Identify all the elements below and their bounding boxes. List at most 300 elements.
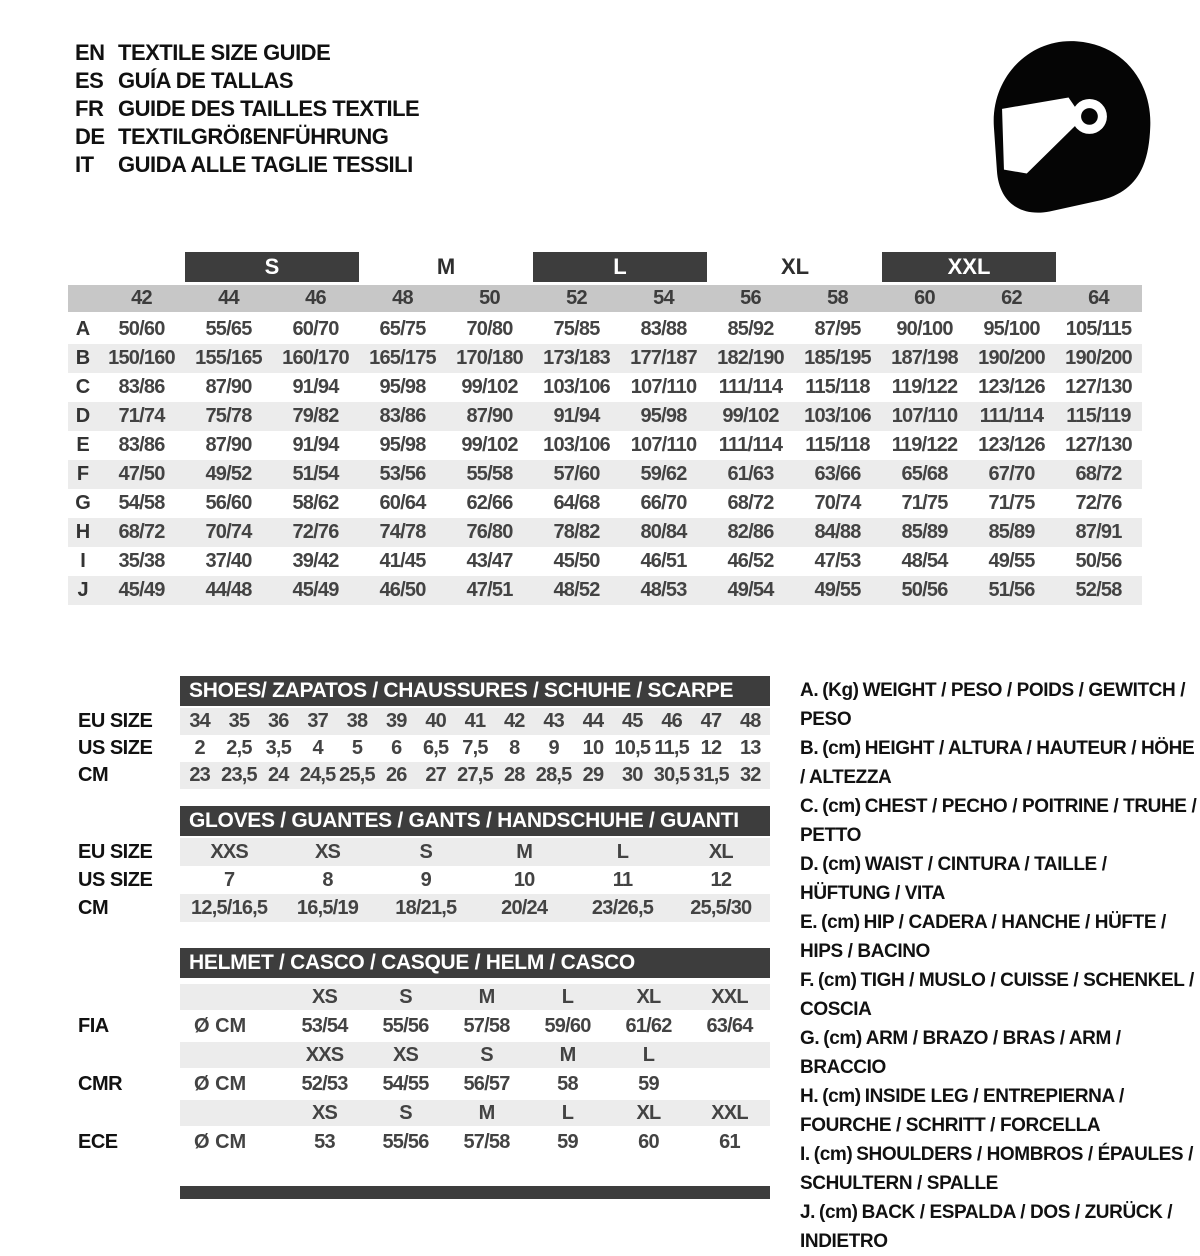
gloves-us-label: US SIZE [78,869,153,891]
diameter-label: Ø CM [194,1015,247,1037]
size-value: 95/98 [379,434,426,456]
helmet-size: L [642,1044,655,1066]
helmet-cmr-sizes-row [180,1042,770,1068]
shoe-cm-size: 24,5 [299,764,336,786]
helmet-value: 61/62 [625,1015,672,1037]
numeric-size: 48 [392,287,413,309]
size-value: 70/74 [205,521,252,543]
page-title-it: GUIDA ALLE TAGLIE TESSILI [118,152,413,177]
helmet-size: XXL [711,986,748,1008]
size-value: 79/82 [292,405,339,427]
glove-us-size: 10 [513,869,535,891]
shoe-eu-size: 40 [425,710,446,732]
shoes-section-header: SHOES/ ZAPATOS / CHAUSSURES / SCHUHE / SCARPE [180,676,770,706]
numeric-size: 62 [1001,287,1022,309]
size-value: 87/91 [1075,521,1122,543]
legend-text: TIGH / MUSLO / CUISSE / SCHENKEL / COSCIA [800,970,1194,1020]
size-value: 71/75 [988,492,1035,514]
shoe-eu-size: 39 [385,710,407,732]
size-value: 49/54 [727,579,774,601]
gloves-section-header: GLOVES / GUANTES / GANTS / HANDSCHUHE / GUANTI [180,806,770,836]
size-value: 95/98 [379,376,426,398]
diameter-label: Ø CM [194,1073,247,1095]
shoe-eu-size: 45 [621,710,643,732]
helmet-size: XS [311,986,338,1008]
helmet-size: XS [311,1102,338,1124]
legend-unit: (cm) [821,912,860,933]
shoe-us-size: 9 [548,737,559,759]
size-value: 115/118 [805,434,870,456]
shoe-cm-size: 25,5 [339,764,375,786]
shoe-cm-size: 32 [739,764,761,786]
shoe-us-size: 2,5 [226,737,252,759]
helmet-value: 61 [719,1131,740,1153]
shoe-us-size: 13 [739,737,761,759]
helmet-size: M [559,1044,576,1066]
size-value: 62/66 [466,492,513,514]
lang-code: IT [75,152,94,177]
size-value: 50/60 [118,318,165,340]
helmet-size: XL [636,986,661,1008]
legend-text: HIP / CADERA / HANCHE / HÜFTE / HIPS / BACINO [800,912,1166,962]
numeric-size: 46 [305,287,326,309]
lang-row-es [75,67,419,95]
racing-helmet-icon [972,30,1167,220]
size-value: 83/86 [379,405,426,427]
size-value: 185/195 [804,347,871,369]
shoe-eu-size: 41 [464,710,486,732]
size-value: 76/80 [466,521,513,543]
size-value: 170/180 [456,347,523,369]
size-value: 95/100 [983,318,1040,340]
helmet-size: S [480,1044,493,1066]
size-value: 91/94 [553,405,600,427]
size-value: 111/114 [718,434,783,456]
table-row-c [68,373,1142,402]
size-value: 85/89 [988,521,1035,543]
size-value: 65/75 [379,318,426,340]
helmet-size: M [478,986,495,1008]
legend-item [800,908,1200,966]
row-letter: F [76,463,90,485]
helmet-value: 63/64 [706,1015,753,1037]
shoe-cm-size: 28 [503,764,525,786]
size-value: 64/68 [553,492,600,514]
shoe-us-size: 3,5 [265,737,292,759]
size-value: 99/102 [722,405,779,427]
shoe-us-size: 6,5 [422,737,449,759]
table-row-f [68,460,1142,489]
numeric-size: 44 [218,287,239,309]
numeric-size: 50 [479,287,500,309]
glove-cm-size: 20/24 [501,897,548,919]
size-value: 177/187 [630,347,697,369]
shoe-eu-size: 48 [739,710,761,732]
size-value: 72/76 [1075,492,1122,514]
shoe-eu-size: 43 [543,710,564,732]
legend-key: C. [800,796,819,817]
diameter-label: Ø CM [194,1131,247,1153]
size-band-xl: XL [780,254,810,279]
glove-eu-size: XXS [210,841,248,863]
size-value: 61/63 [727,463,774,485]
glove-cm-size: 23/26,5 [591,897,654,919]
numeric-size: 42 [131,287,152,309]
glove-us-size: 7 [224,869,235,891]
legend-key: I. [800,1144,810,1165]
size-value: 49/52 [205,463,252,485]
size-value: 45/50 [553,550,600,572]
lang-row-it [75,151,419,179]
spacer-cell [180,984,284,1010]
size-value: 173/183 [543,347,610,369]
size-value: 58/62 [292,492,339,514]
helmet-size: XL [636,1102,661,1124]
glove-cm-size: 16,5/19 [296,897,359,919]
glove-eu-size: XL [708,841,733,863]
size-value: 75/78 [205,405,252,427]
ece-label: ECE [78,1131,118,1153]
size-band-m: M [436,254,456,279]
size-value: 83/86 [118,376,165,398]
textile-size-table [68,252,1142,605]
size-value: 59/62 [640,463,687,485]
size-value: 50/56 [901,579,948,601]
shoe-us-size: 10 [582,737,604,759]
helmet-size: XXL [711,1102,748,1124]
size-value: 54/58 [118,492,165,514]
glove-eu-size: M [516,841,533,863]
size-value: 127/130 [1065,376,1132,398]
legend-item [800,1082,1200,1140]
glove-us-size: 12 [710,869,732,891]
shoe-us-size: 6 [391,737,402,759]
size-value: 57/60 [553,463,600,485]
ece-value-cells [284,1126,770,1158]
helmet-value: 53 [314,1131,335,1153]
size-value: 105/115 [1065,318,1132,340]
legend-unit: (cm) [822,738,861,759]
shoe-cm-size: 23 [189,764,210,786]
shoes-eu-label: EU SIZE [78,710,153,732]
size-value: 47/53 [814,550,861,572]
legend-key: J. [800,1202,816,1223]
helmet-size: S [399,986,412,1008]
helmet-value: 54/55 [382,1073,429,1095]
size-value: 66/70 [640,492,687,514]
size-value: 74/78 [379,521,426,543]
size-band-xxl: XXL [882,252,1056,282]
shoes-cm-label: CM [78,764,109,786]
helmet-fia-sizes-row [180,984,770,1010]
lang-code: FR [75,96,104,121]
spacer-cell [180,1042,284,1068]
size-value: 71/75 [901,492,948,514]
legend-item [800,850,1200,908]
legend-unit: (cm) [823,1028,862,1049]
shoes-section [180,676,770,789]
size-value: 187/198 [891,347,958,369]
helmet-size: L [561,1102,574,1124]
size-value: 60/64 [379,492,426,514]
helmet-value: 52/53 [301,1073,348,1095]
legend-key: A. [800,680,819,701]
size-value: 45/49 [118,579,165,601]
size-value: 82/86 [727,521,774,543]
row-letter: E [76,434,90,456]
shoe-us-size: 11,5 [654,737,689,759]
size-value: 119/122 [891,376,958,398]
size-value: 107/110 [891,405,958,427]
shoe-us-size: 10,5 [614,737,651,759]
page-title: TEXTILE SIZE GUIDE [118,40,331,65]
size-value: 85/92 [727,318,774,340]
numeric-size: 64 [1088,287,1109,309]
legend-key: F. [800,970,814,991]
shoe-cm-size: 29 [582,764,604,786]
size-band-s: S [185,252,359,282]
glove-eu-size: L [616,841,629,863]
helmet-size: XS [392,1044,419,1066]
glove-cm-size: 18/21,5 [395,897,457,919]
shoe-cm-size: 30 [621,764,643,786]
row-letter: H [75,521,91,543]
helmet-value: 59 [557,1131,578,1153]
shoe-eu-size: 47 [700,710,722,732]
legend-item [800,1140,1200,1198]
helmet-value: 59/60 [544,1015,591,1037]
size-value: 190/200 [1065,347,1132,369]
legend-text: BACK / ESPALDA / DOS / ZURÜCK / INDIETRO [800,1202,1173,1252]
table-row-h [68,518,1142,547]
table-row-j [68,576,1142,605]
row-letter: G [75,492,91,514]
row-letter: I [80,550,86,572]
size-value: 119/122 [891,434,958,456]
helmet-ece-values-row [180,1126,770,1158]
size-value: 87/90 [205,376,252,398]
helmet-value: 56/57 [463,1073,510,1095]
row-letter: J [77,579,89,601]
row-values [98,373,1142,402]
helmet-value: 60 [638,1131,659,1153]
gloves-eu-row [180,838,770,866]
legend-item [800,1198,1200,1256]
legend-key: G. [800,1028,820,1049]
row-values [98,315,1142,344]
shoe-eu-size: 42 [503,710,525,732]
size-value: 99/102 [461,434,518,456]
legend-text: HEIGHT / ALTURA / HAUTEUR / HÖHE / ALTEZZA [800,738,1195,788]
shoe-us-size: 7,5 [462,737,488,759]
size-value: 165/175 [369,347,436,369]
gloves-cm-row [180,894,770,922]
size-value: 41/45 [379,550,426,572]
size-value: 67/70 [988,463,1035,485]
gloves-eu-label: EU SIZE [78,841,153,863]
helmet-value: 57/58 [463,1015,510,1037]
page-title-es: GUÍA DE TALLAS [118,68,294,93]
shoe-eu-size: 37 [307,710,328,732]
shoes-us-row [180,735,770,762]
row-values [98,576,1142,605]
row-values [98,518,1142,547]
size-value: 63/66 [814,463,861,485]
size-value: 48/53 [640,579,687,601]
shoe-cm-size: 27 [425,764,446,786]
helmet-value: 55/56 [382,1015,429,1037]
language-title-block [75,39,419,179]
legend-unit: (cm) [822,1086,861,1107]
size-value: 99/102 [461,376,518,398]
lang-code: DE [75,124,105,149]
legend-item [800,966,1200,1024]
table-row-e [68,431,1142,460]
lang-row-de [75,123,419,151]
legend-item [800,734,1200,792]
numeric-size: 56 [740,287,761,309]
size-value: 91/94 [292,376,339,398]
glove-us-size: 9 [420,869,431,891]
legend-key: D. [800,854,819,875]
size-value: 65/68 [901,463,948,485]
legend-text: ARM / BRAZO / BRAS / ARM / BRACCIO [800,1028,1121,1078]
size-band-l: L [533,252,707,282]
shoe-eu-size: 46 [661,710,682,732]
legend-unit: (cm) [819,1202,858,1223]
table-row-d [68,402,1142,431]
shoe-cm-size: 26 [385,764,407,786]
size-value: 44/48 [205,579,252,601]
helmet-section-header: HELMET / CASCO / CASQUE / HELM / CASCO [180,948,770,978]
row-letter-empty [68,285,98,312]
helmet-ece-sizes-row [180,1100,770,1126]
shoe-eu-size: 35 [228,710,250,732]
legend-key: H. [800,1086,819,1107]
size-value: 103/106 [543,434,610,456]
cmr-value-cells [284,1068,770,1100]
size-value: 111/114 [718,376,783,398]
size-value: 55/58 [466,463,513,485]
fia-size-cells [284,984,770,1010]
legend-unit: (Kg) [822,680,859,701]
size-value: 72/76 [292,521,339,543]
lang-code: EN [75,40,105,65]
size-value: 48/52 [553,579,600,601]
size-value: 80/84 [640,521,687,543]
size-value: 83/86 [118,434,165,456]
spacer-cell [180,1100,284,1126]
legend-unit: (cm) [822,854,861,875]
size-value: 160/170 [282,347,349,369]
numeric-size-cells [98,285,1142,312]
shoe-eu-size: 34 [189,710,210,732]
fia-value-cells [284,1010,770,1042]
size-value: 83/88 [640,318,687,340]
cmr-label: CMR [78,1073,123,1095]
gloves-us-row [180,866,770,894]
size-value: 150/160 [108,347,175,369]
legend-item [800,676,1200,734]
size-value: 87/90 [466,405,513,427]
numeric-size: 58 [827,287,848,309]
ece-size-cells [284,1100,770,1126]
size-value: 47/51 [466,579,513,601]
page-title-de: TEXTILGRÖßENFÜHRUNG [118,124,389,149]
row-values [98,460,1142,489]
size-value: 37/40 [205,550,252,572]
shoe-us-size: 8 [509,737,520,759]
size-value: 103/106 [543,376,610,398]
size-value: 70/74 [814,492,861,514]
glove-us-size: 11 [612,869,633,891]
shoe-cm-size: 23,5 [221,764,257,786]
size-value: 87/90 [205,434,252,456]
row-values [98,489,1142,518]
lang-code: ES [75,68,104,93]
helmet-size: M [478,1102,495,1124]
legend-text: WEIGHT / PESO / POIDS / GEWITCH / PESO [800,680,1186,730]
size-value: 70/80 [466,318,513,340]
glove-cm-size: 12,5/16,5 [191,897,268,919]
gloves-cm-label: CM [78,897,109,919]
glove-cm-size: 25,5/30 [690,897,752,919]
size-value: 56/60 [205,492,252,514]
helmet-value: 57/58 [463,1131,510,1153]
page-title-fr: GUIDE DES TAILLES TEXTILE [118,96,420,121]
size-value: 55/65 [205,318,252,340]
cmr-size-cells [284,1042,770,1068]
row-values [98,344,1142,373]
size-value: 115/119 [1066,405,1131,427]
size-value: 48/54 [901,550,948,572]
size-value: 46/52 [727,550,774,572]
size-value: 115/118 [805,376,870,398]
size-value: 75/85 [553,318,600,340]
size-value: 45/49 [292,579,339,601]
table-row-i [68,547,1142,576]
helmet-fia-values-row [180,1010,770,1042]
legend-text: WAIST / CINTURA / TAILLE / HÜFTUNG / VITA [800,854,1107,904]
legend-item [800,792,1200,850]
lang-row-en [75,39,419,67]
size-value: 51/54 [292,463,339,485]
shoe-us-size: 2 [194,737,205,759]
row-letter: B [75,347,91,369]
legend-text: CHEST / PECHO / POITRINE / TRUHE / PETTO [800,796,1197,846]
helmet-value: 59 [638,1073,659,1095]
size-value: 71/74 [118,405,165,427]
size-value: 155/165 [195,347,262,369]
row-letter: A [75,318,91,340]
shoe-cm-size: 28,5 [535,764,572,786]
shoe-eu-size: 36 [267,710,289,732]
size-value: 68/72 [727,492,774,514]
table-row-b [68,344,1142,373]
size-value: 90/100 [896,318,953,340]
shoes-us-label: US SIZE [78,737,153,759]
size-value: 190/200 [978,347,1045,369]
helmet-value: 55/56 [382,1131,429,1153]
size-value: 87/95 [814,318,861,340]
size-value: 127/130 [1065,434,1132,456]
size-value: 43/47 [466,550,513,572]
glove-us-size: 8 [322,869,333,891]
legend-key: E. [800,912,818,933]
size-value: 53/56 [379,463,426,485]
size-value: 47/50 [118,463,165,485]
legend-key: B. [800,738,819,759]
